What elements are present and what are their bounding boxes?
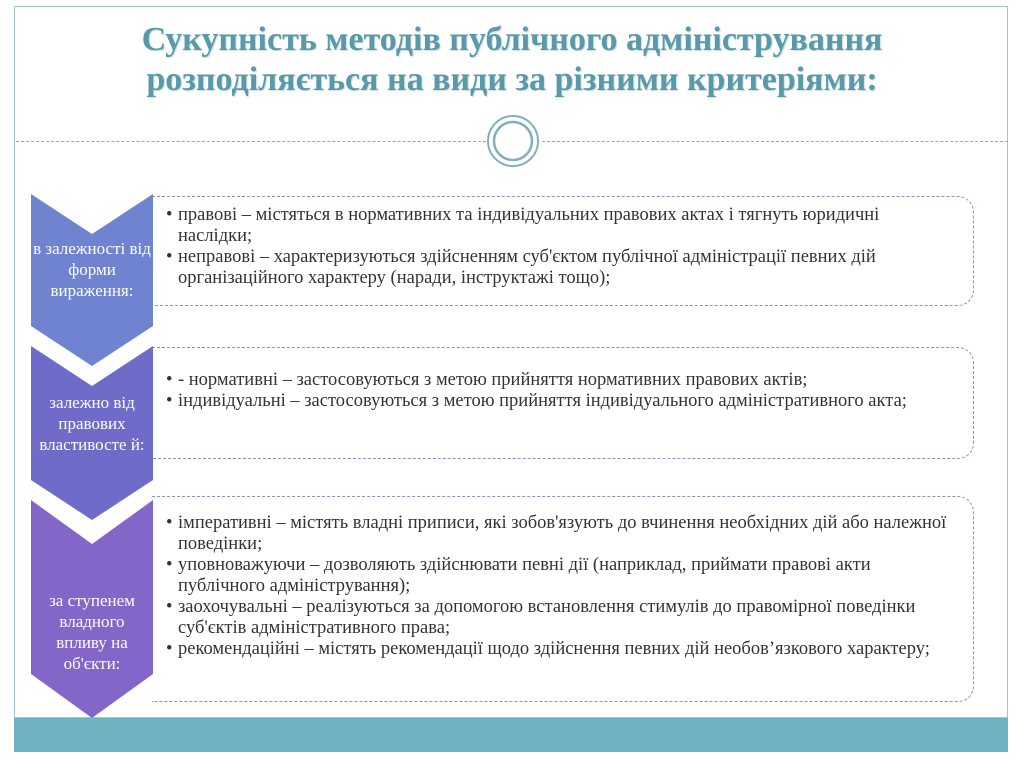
list-item: • правові – містяться в нормативних та індивідуальних правових актах і тягнуть юридичні наслідки; bbox=[166, 205, 955, 247]
group-1-category: в залежності від форми вираження: bbox=[33, 239, 151, 300]
group-2-list bbox=[166, 356, 955, 412]
title-divider-right bbox=[542, 141, 1008, 142]
group-2-category: залежно від правових властивосте й: bbox=[39, 393, 145, 454]
list-item: • уповноважуючи – дозволяють здійснювати певні дії (наприклад, приймати правові акти публічного адміністрування); bbox=[166, 555, 955, 597]
list-item: • - нормативні – застосовуються з метою прийняття нормативних правових актів; bbox=[166, 370, 955, 391]
list-item: • заохочувальні – реалізуються за допомогою встановлення стимулів до правомірної поведінки суб'єктів адміністративного права; bbox=[166, 597, 955, 639]
footer-bar bbox=[14, 718, 1008, 752]
group-1-list bbox=[166, 205, 955, 289]
double-circle-icon bbox=[484, 112, 542, 170]
group-1-box bbox=[152, 196, 974, 306]
list-item: • неправові – характеризуються здійсненням суб'єктом публічної адміністрації певних дій організаційного характеру (наради, інструктажі тощо); bbox=[166, 247, 955, 289]
list-item: • імперативні – містять владні приписи, які зобов'язують до вчинення необхідних дій або належної поведінки; bbox=[166, 513, 955, 555]
title-line-1: Сукупність методів публічного адміністрування bbox=[141, 21, 883, 58]
list-item: • індивідуальні – застосовуються з метою прийняття індивідуального адміністративного акта; bbox=[166, 391, 955, 412]
title-divider-left bbox=[16, 141, 486, 142]
slide-title bbox=[0, 20, 1024, 100]
group-3-category: за ступенем владного впливу на об'єкти: bbox=[49, 591, 135, 673]
group-3-list bbox=[166, 505, 955, 660]
group-2-box bbox=[152, 347, 974, 459]
list-item: • рекомендаційні – містять рекомендації щодо здійснення певних дій необов’язкового характеру; bbox=[166, 639, 955, 660]
title-line-2: розподіляється на види за різними критеріями: bbox=[146, 61, 878, 98]
group-3-box bbox=[152, 496, 974, 702]
